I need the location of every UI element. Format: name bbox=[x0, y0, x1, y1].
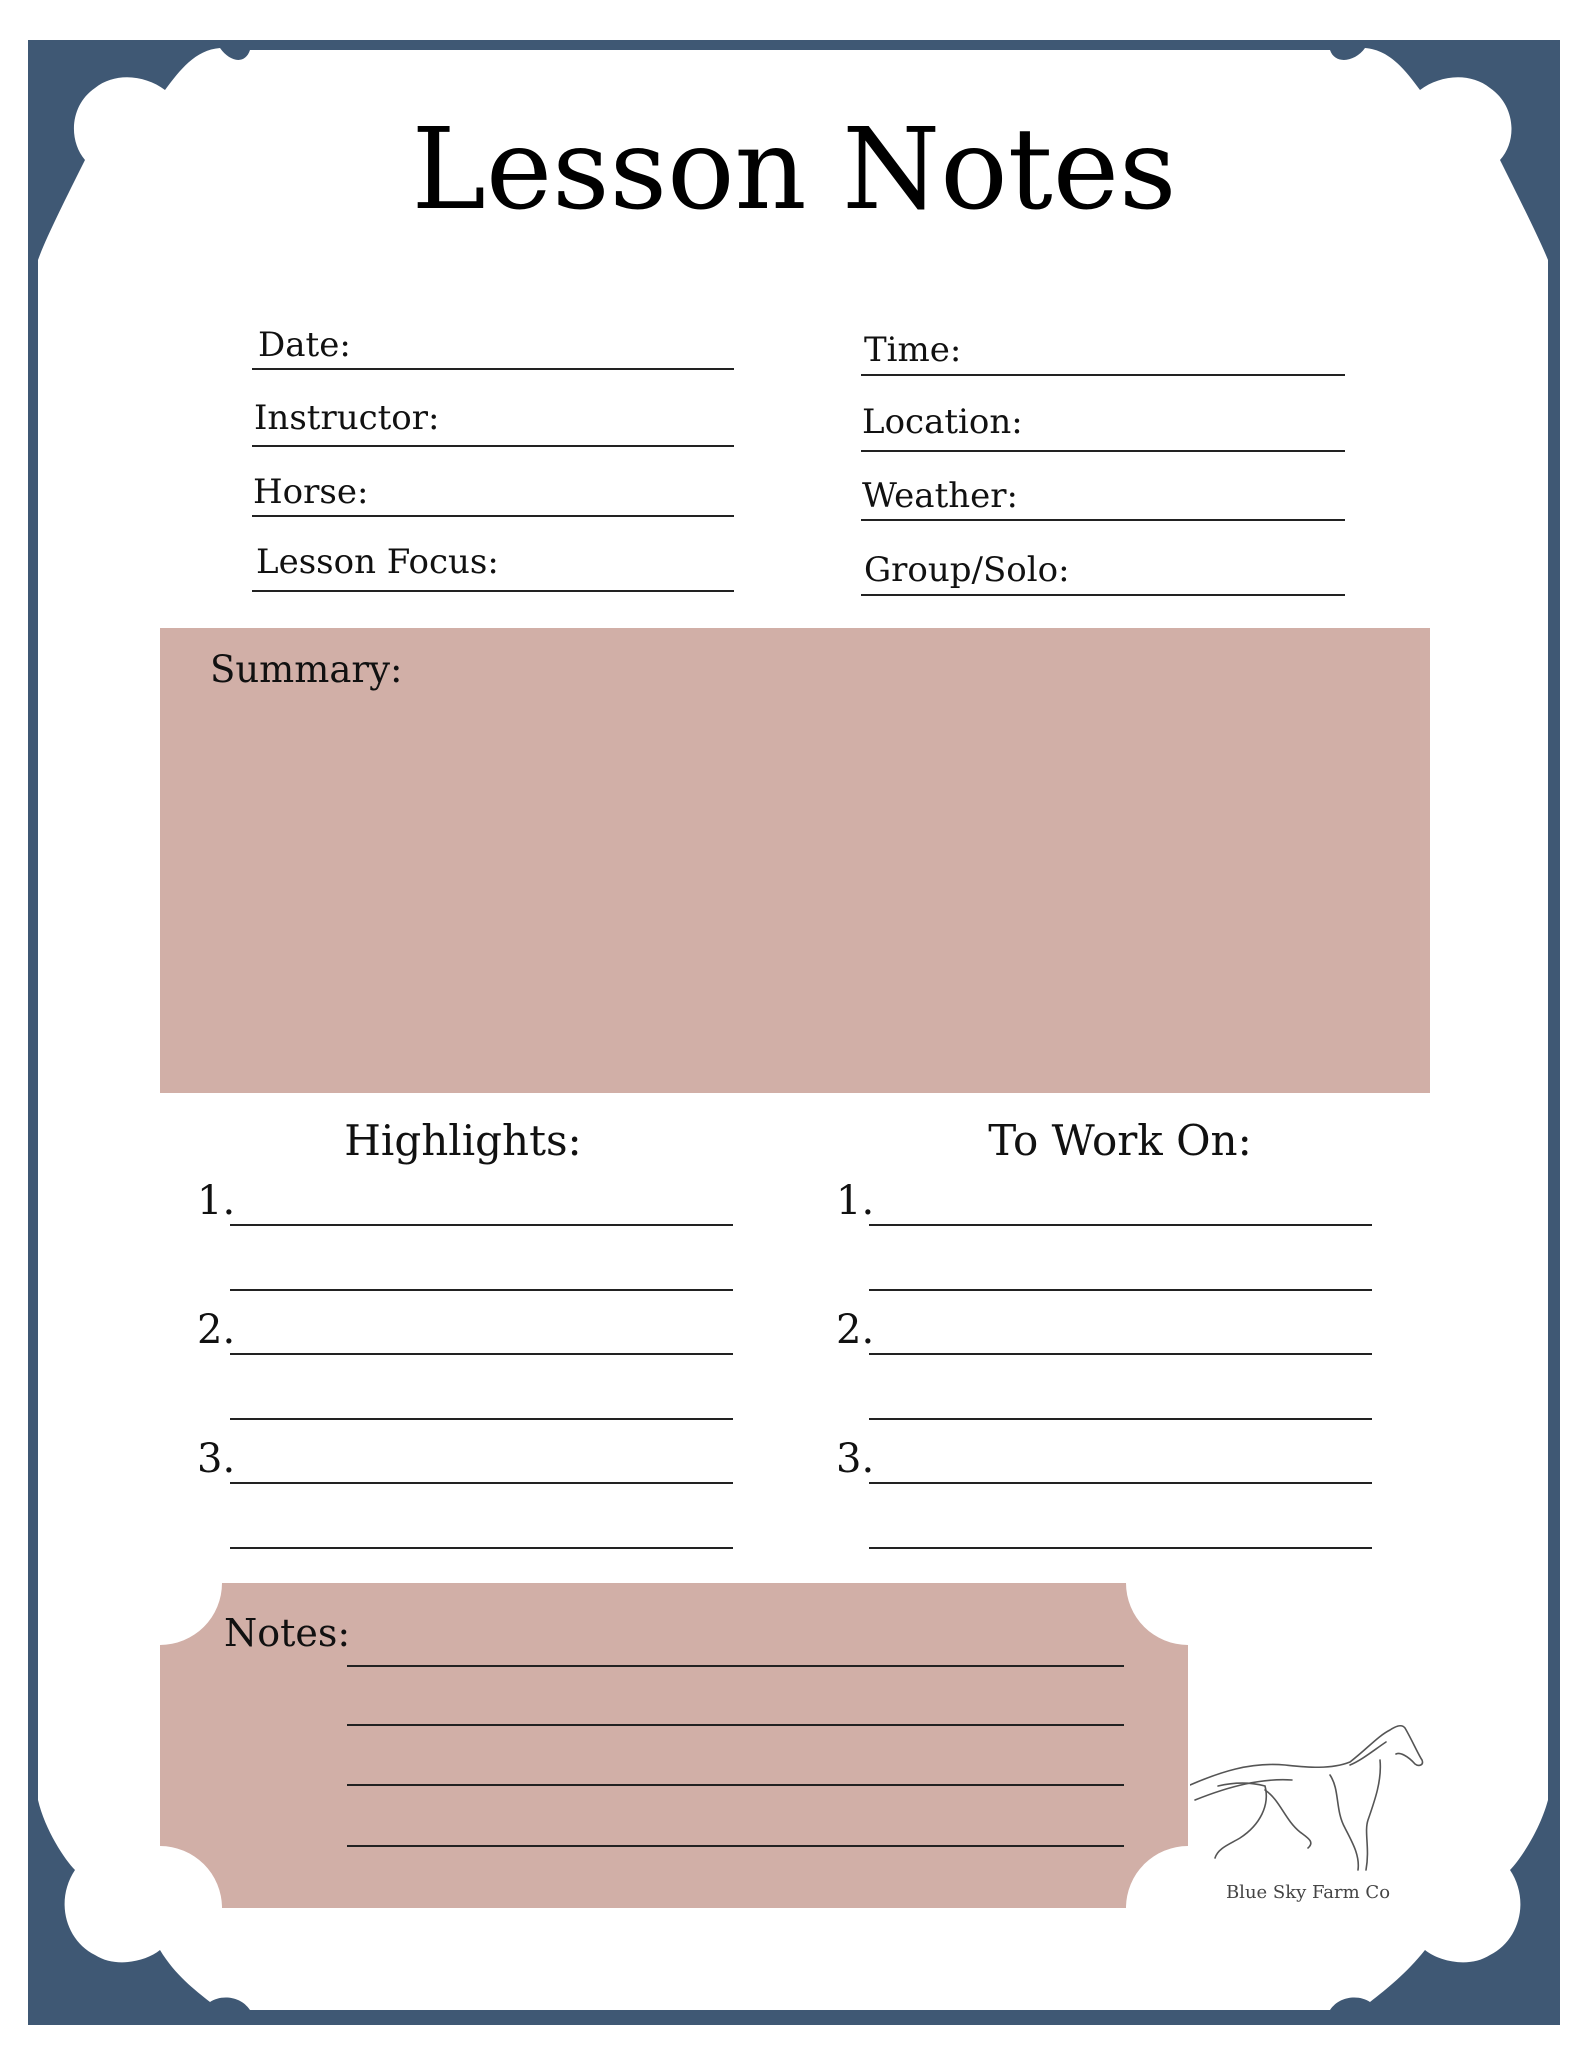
work-on-number-2: 2. bbox=[836, 1307, 875, 1353]
group-solo-line[interactable] bbox=[861, 594, 1345, 596]
highlights-heading: Highlights: bbox=[344, 1116, 582, 1165]
work-on-2-line-a[interactable] bbox=[869, 1353, 1372, 1355]
group-solo-label: Group/Solo: bbox=[864, 550, 1070, 590]
highlight-1-line-a[interactable] bbox=[230, 1224, 733, 1226]
location-label: Location: bbox=[862, 402, 1023, 442]
notes-line-1[interactable] bbox=[347, 1665, 1124, 1667]
to-work-on-heading: To Work On: bbox=[988, 1116, 1252, 1165]
highlight-3-line-b[interactable] bbox=[230, 1547, 733, 1549]
instructor-label: Instructor: bbox=[254, 398, 440, 438]
date-line[interactable] bbox=[252, 368, 734, 370]
notes-label: Notes: bbox=[224, 1611, 351, 1655]
summary-label: Summary: bbox=[210, 648, 403, 691]
highlight-2-line-b[interactable] bbox=[230, 1418, 733, 1420]
notes-line-2[interactable] bbox=[347, 1724, 1124, 1726]
highlight-2-line-a[interactable] bbox=[230, 1353, 733, 1355]
weather-line[interactable] bbox=[861, 519, 1345, 521]
date-label: Date: bbox=[258, 325, 351, 365]
work-on-1-line-b[interactable] bbox=[869, 1289, 1372, 1291]
lesson-focus-line[interactable] bbox=[252, 590, 734, 592]
time-line[interactable] bbox=[861, 374, 1345, 376]
notes-line-4[interactable] bbox=[347, 1845, 1124, 1847]
work-on-2-line-b[interactable] bbox=[869, 1418, 1372, 1420]
page-title: Lesson Notes bbox=[411, 105, 1177, 235]
work-on-3-line-a[interactable] bbox=[869, 1482, 1372, 1484]
instructor-line[interactable] bbox=[252, 445, 734, 447]
highlight-number-3: 3. bbox=[197, 1436, 236, 1482]
horse-label: Horse: bbox=[253, 472, 369, 512]
time-label: Time: bbox=[864, 330, 962, 370]
horse-line[interactable] bbox=[252, 515, 734, 517]
work-on-3-line-b[interactable] bbox=[869, 1547, 1372, 1549]
notes-line-3[interactable] bbox=[347, 1784, 1124, 1786]
location-line[interactable] bbox=[861, 450, 1345, 452]
highlight-3-line-a[interactable] bbox=[230, 1482, 733, 1484]
highlight-1-line-b[interactable] bbox=[230, 1289, 733, 1291]
work-on-number-1: 1. bbox=[836, 1178, 875, 1224]
highlight-number-2: 2. bbox=[197, 1307, 236, 1353]
weather-label: Weather: bbox=[862, 476, 1018, 516]
horse-logo-icon bbox=[1190, 1720, 1430, 1890]
work-on-1-line-a[interactable] bbox=[869, 1224, 1372, 1226]
highlight-number-1: 1. bbox=[197, 1178, 236, 1224]
work-on-number-3: 3. bbox=[836, 1436, 875, 1482]
lesson-focus-label: Lesson Focus: bbox=[256, 542, 499, 582]
brand-name: Blue Sky Farm Co bbox=[1225, 1882, 1391, 1903]
summary-box[interactable] bbox=[160, 628, 1430, 1093]
